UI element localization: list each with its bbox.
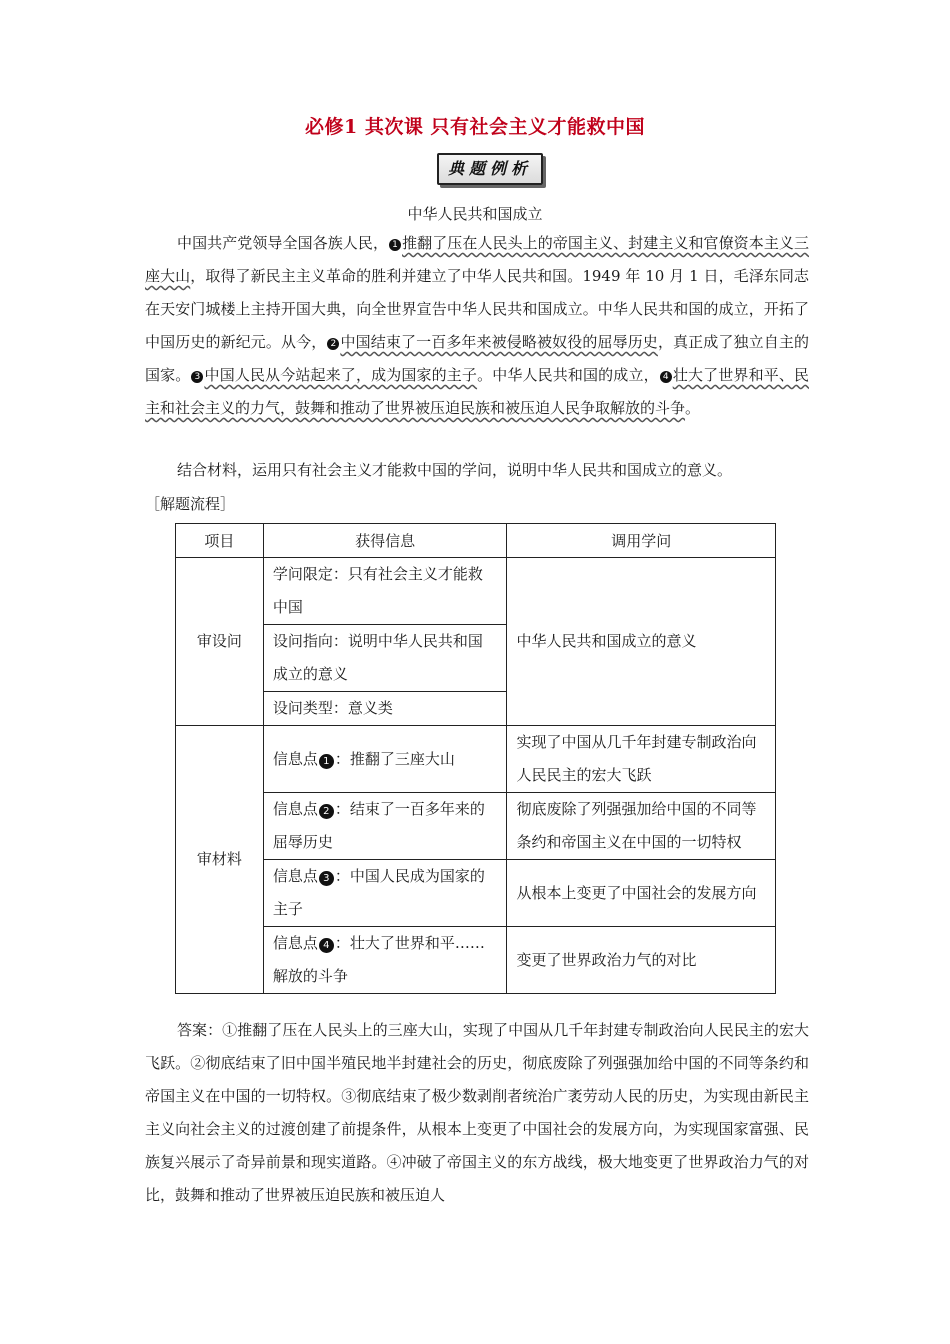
marker-2-icon: 2	[319, 804, 334, 819]
knowledge-cell: 实现了中国从几千年封建专制政治向人民民主的宏大飞跃	[507, 726, 776, 793]
material-paragraph	[145, 227, 809, 425]
solution-flow-table	[175, 523, 776, 994]
knowledge-cell: 从根本上变更了中国社会的发展方向	[507, 860, 776, 927]
page-title: 必修1 其次课 只有社会主义才能救中国	[305, 116, 645, 138]
marker-4-icon: 4	[660, 371, 672, 383]
info-cell	[263, 927, 507, 994]
info-prefix: 信息点	[272, 800, 318, 818]
info-cell	[263, 860, 507, 927]
material-key-4: 壮大了世界和平、民主和社会主义的力气，鼓舞和推动了世界被压迫民族和被压迫人民争取解放的斗争	[145, 366, 809, 417]
marker-4-icon: 4	[319, 938, 334, 953]
info-text: ：推翻了三座大山	[334, 749, 455, 768]
material-text-4: 。中华人民共和国的成立，	[477, 366, 659, 384]
info-cell: 设问指向：说明中华人民共和国成立的意义	[263, 625, 507, 692]
info-text: ：中国人民成为国家的主子	[272, 867, 485, 918]
material-key-2: 中国结束了一百多年来被侵略被奴役的屈辱历史	[340, 333, 658, 351]
header-info: 获得信息	[263, 524, 507, 558]
material-text-5: 。	[685, 399, 701, 417]
material-text-2: ，取得了新民主主义革命的胜利并建立了中华人民共和国。1949 年 10 月 1 日，毛泽东同志在天安门城楼上主持开国大典，向全世界宣告中华人民共和国成立。中华人民共和国的成立，开拓了中国历史的新纪元。从今，	[145, 267, 809, 351]
info-text: ：结束了一百多年来的屈辱历史	[272, 800, 485, 851]
table-row	[176, 558, 776, 625]
marker-1-icon: 1	[389, 239, 401, 251]
marker-1-icon: 1	[319, 754, 334, 769]
info-prefix: 信息点	[272, 749, 318, 768]
table-row	[176, 927, 776, 994]
info-prefix: 信息点	[272, 934, 318, 952]
knowledge-cell: 彻底废除了列强强加给中国的不同等条约和帝国主义在中国的一切特权	[507, 793, 776, 860]
info-text: ：壮大了世界和平……解放的斗争	[272, 934, 485, 985]
example-badge: 典题例析	[437, 153, 543, 185]
info-cell: 学问限定：只有社会主义才能救中国	[263, 558, 507, 625]
marker-2-icon: 2	[327, 338, 339, 350]
info-cell	[263, 726, 507, 793]
knowledge-cell: 中华人民共和国成立的意义	[507, 558, 776, 726]
info-cell	[263, 793, 507, 860]
material-text-1: 中国共产党领导全国各族人民，	[177, 234, 389, 252]
question-text: 结合材料，运用只有社会主义才能救中国的学问，说明中华人民共和国成立的意义。	[177, 461, 733, 479]
table-row	[176, 726, 776, 793]
section-label-material: 审材料	[176, 726, 264, 994]
header-knowledge: 调用学问	[507, 524, 776, 558]
answer-text: 答案：①推翻了压在人民头上的三座大山，实现了中国从几千年封建专制政治向人民民主的宏大飞跃。②彻底结束了旧中国半殖民地半封建社会的历史，彻底废除了列强强加给中国的不同等条约和帝国主义在中国的一切特权。③彻底结束了极少数剥削者统治广袤劳动人民的历史，为实现由新民主主义向社会主义的过渡创建了前提条件，从根本上变更了中国社会的发展方向，为实现国家富强、民族复兴展示了奇异前景和现实道路。④冲破了帝国主义的东方战线，极大地变更了世界政治力气的对比，鼓舞和推动了世界被压迫民族和被压迫人	[145, 1021, 809, 1204]
marker-3-icon: 3	[191, 371, 203, 383]
info-cell: 设问类型：意义类	[263, 692, 507, 726]
material-key-1: 推翻了压在人民头上的帝国主义、封建主义和官僚资本主义三座大山	[145, 234, 809, 285]
marker-3-icon: 3	[319, 871, 334, 886]
section-label-question: 审设问	[176, 558, 264, 726]
material-key-3: 中国人民从今站起来了，成为国家的主子	[204, 366, 478, 384]
process-label: ［解题流程］	[145, 495, 236, 513]
knowledge-cell: 变更了世界政治力气的对比	[507, 927, 776, 994]
table-row	[176, 860, 776, 927]
material-text-3: ，真正成了独立自主的国家。	[145, 333, 809, 384]
material-title: 中华人民共和国成立	[407, 205, 543, 223]
info-prefix: 信息点	[272, 867, 318, 885]
table-header-row	[176, 524, 776, 558]
header-item: 项目	[176, 524, 264, 558]
table-row	[176, 793, 776, 860]
